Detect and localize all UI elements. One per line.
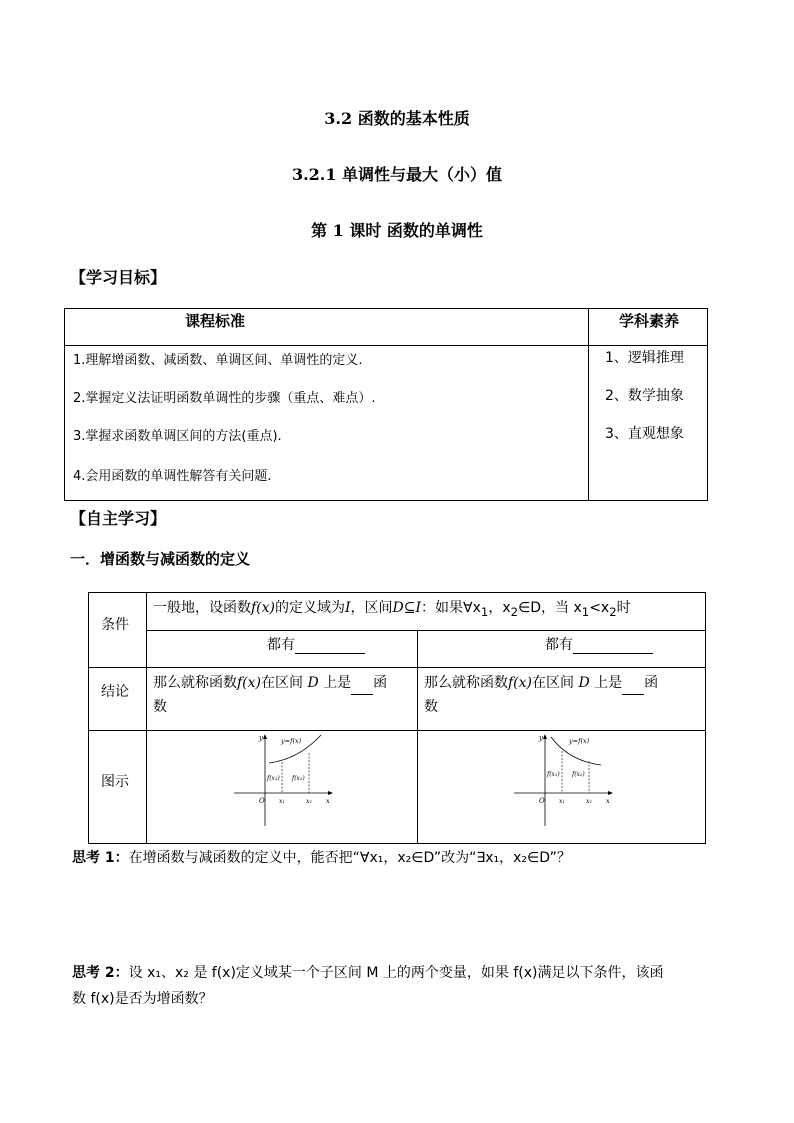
think-question-1 bbox=[72, 847, 571, 867]
row-label-figure: 图示 bbox=[101, 774, 129, 790]
learning-goals-table bbox=[64, 308, 708, 501]
learning-goals-heading: 【学习目标】 bbox=[70, 268, 167, 287]
answer-blank[interactable] bbox=[622, 694, 644, 695]
literacy-item: 2、数学抽象 bbox=[605, 388, 684, 404]
y-axis-label: y bbox=[259, 734, 263, 742]
increasing-conclusion-cell: 那么就称函数f(x)在区间 D 上是 函 数 bbox=[153, 675, 388, 715]
think-label: 思考 1： bbox=[72, 850, 129, 866]
fx2-label: f(x₂) bbox=[572, 771, 585, 778]
origin-label: O bbox=[259, 797, 265, 805]
y-axis-label: y bbox=[539, 734, 543, 742]
increasing-condition-cell: 都有 bbox=[267, 634, 365, 654]
think-question-2 bbox=[72, 962, 663, 982]
definition-table bbox=[88, 592, 706, 844]
think-text: 设 x₁、x₂ 是 f(x)定义域某一个子区间 M 上的两个变量，如果 f(x)满足以下条件，该函 bbox=[128, 965, 664, 981]
think-text: 在增函数与减函数的定义中，能否把“∀x₁，x₂∈D”改为“∃x₁，x₂∈D”？ bbox=[128, 850, 571, 866]
column-header-literacy: 学科素养 bbox=[618, 312, 679, 330]
table-divider bbox=[65, 345, 707, 346]
row-label-condition: 条件 bbox=[101, 617, 129, 633]
answer-blank[interactable] bbox=[295, 653, 365, 654]
decreasing-conclusion-cell: 那么就称函数f(x)在区间 D 上是 函 数 bbox=[424, 675, 659, 715]
x-axis-label: x bbox=[606, 797, 610, 805]
answer-blank[interactable] bbox=[573, 653, 653, 654]
x1-label: x₁ bbox=[559, 798, 565, 805]
increasing-function-graph bbox=[229, 731, 339, 831]
column-header-standard: 课程标准 bbox=[184, 312, 245, 330]
table-divider bbox=[89, 667, 706, 668]
table-divider bbox=[417, 630, 418, 843]
table-divider bbox=[146, 630, 706, 631]
think-question-2-continued: 数 f(x)是否为增函数？ bbox=[72, 991, 213, 1007]
x2-label: x₂ bbox=[306, 798, 312, 805]
x-axis-label: x bbox=[326, 797, 330, 805]
condition-text: 一般地，设函数f(x)的定义域为I，区间D⊆I：如果$\forall x_1$，$x_2\in D$，当 $x_1<x_2$时 bbox=[153, 600, 631, 619]
fx2-label: f(x₂) bbox=[292, 775, 305, 782]
lesson-title: 第 1 课时 函数的单调性 bbox=[311, 221, 483, 240]
subsection-title: 3.2.1 单调性与最大（小）值 bbox=[291, 165, 503, 184]
literacy-item: 3、直观想象 bbox=[605, 426, 684, 442]
literacy-item: 1、逻辑推理 bbox=[605, 350, 684, 366]
think-label: 思考 2： bbox=[72, 965, 129, 981]
x1-label: x₁ bbox=[279, 798, 285, 805]
main-title: 3.2 函数的基本性质 bbox=[324, 109, 470, 128]
self-study-heading: 【自主学习】 bbox=[70, 509, 167, 528]
row-label-conclusion: 结论 bbox=[101, 684, 129, 700]
x2-label: x₂ bbox=[586, 798, 592, 805]
decreasing-function-graph bbox=[509, 731, 619, 831]
section-heading-definition: 一．增函数与减函数的定义 bbox=[70, 550, 251, 568]
standard-item: 4.会用函数的单调性解答有关问题. bbox=[73, 469, 272, 484]
decreasing-condition-cell: 都有 bbox=[545, 634, 653, 654]
curve-label: y=f(x) bbox=[569, 737, 590, 745]
curve-label: y=f(x) bbox=[281, 737, 302, 745]
origin-label: O bbox=[539, 797, 545, 805]
fx1-label: f(x₁) bbox=[547, 771, 560, 778]
fx1-label: f(x₁) bbox=[267, 775, 280, 782]
standard-item: 1.理解增函数、减函数、单调区间、单调性的定义. bbox=[73, 353, 363, 368]
standard-item: 3.掌握求函数单调区间的方法(重点). bbox=[73, 429, 282, 444]
answer-blank[interactable] bbox=[351, 694, 373, 695]
standard-item: 2.掌握定义法证明函数单调性的步骤（重点、难点）. bbox=[73, 391, 376, 406]
